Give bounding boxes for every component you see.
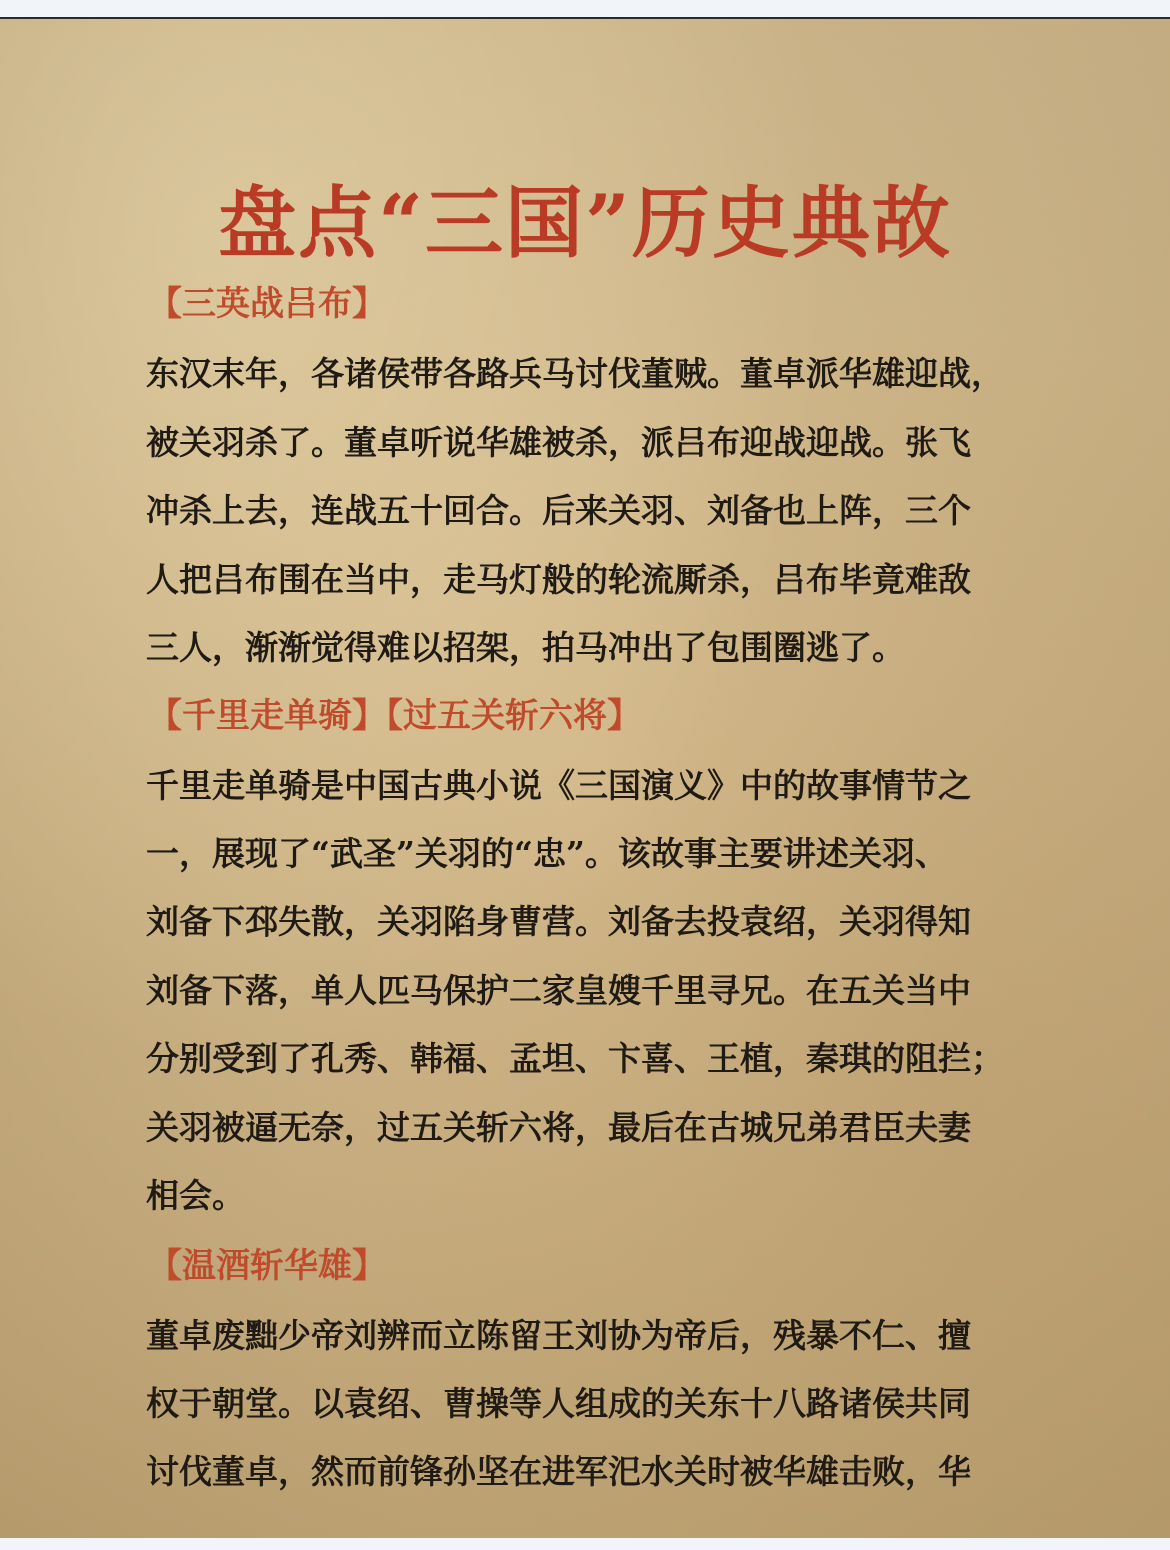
section-heading: 【三英战吕布】 bbox=[148, 284, 386, 324]
paragraph-line: 董卓废黜少帝刘辨而立陈留王刘协为帝后，残暴不仁、擅 bbox=[146, 1316, 971, 1355]
paragraph-line: 权于朝堂。以袁绍、曹操等人组成的关东十八路诸侯共同 bbox=[146, 1384, 971, 1423]
paragraph-line: 相会。 bbox=[146, 1176, 245, 1215]
paragraph-line: 东汉末年，各诸侯带各路兵马讨伐董贼。董卓派华雄迎战， bbox=[146, 354, 1004, 393]
paragraph-line: 人把吕布围在当中，走马灯般的轮流厮杀，吕布毕竟难敌 bbox=[146, 560, 971, 599]
paragraph-line: 刘备下邳失散，关羽陷身曹营。刘备去投袁绍，关羽得知 bbox=[146, 902, 971, 941]
paragraph-line: 分别受到了孔秀、韩福、孟坦、卞喜、王植，秦琪的阻拦； bbox=[146, 1039, 1004, 1078]
paragraph-line: 关羽被逼无奈，过五关斩六将，最后在古城兄弟君臣夫妻 bbox=[146, 1108, 971, 1147]
paragraph-line: 三人，渐渐觉得难以招架，拍马冲出了包围圈逃了。 bbox=[146, 628, 905, 667]
section-heading: 【温酒斩华雄】 bbox=[148, 1246, 386, 1286]
paragraph-line: 冲杀上去，连战五十回合。后来关羽、刘备也上阵，三个 bbox=[146, 491, 971, 530]
paragraph-line: 讨伐董卓，然而前锋孙坚在进军汜水关时被华雄击败，华 bbox=[146, 1452, 971, 1491]
parchment-page bbox=[0, 19, 1170, 1538]
paragraph-line: 被关羽杀了。董卓听说华雄被杀，派吕布迎战迎战。张飞 bbox=[146, 423, 971, 462]
paragraph-line: 刘备下落，单人匹马保护二家皇嫂千里寻兄。在五关当中 bbox=[146, 971, 971, 1010]
bottom-margin bbox=[0, 1538, 1170, 1550]
page-title: 盘点“三国”历史典故 bbox=[218, 178, 952, 269]
paragraph-line: 千里走单骑是中国古典小说《三国演义》中的故事情节之 bbox=[146, 766, 971, 805]
section-heading: 【千里走单骑】【过五关斩六将】 bbox=[148, 696, 641, 736]
paragraph-line: 一，展现了“武圣”关羽的“忠”。该故事主要讲述关羽、 bbox=[146, 834, 948, 873]
